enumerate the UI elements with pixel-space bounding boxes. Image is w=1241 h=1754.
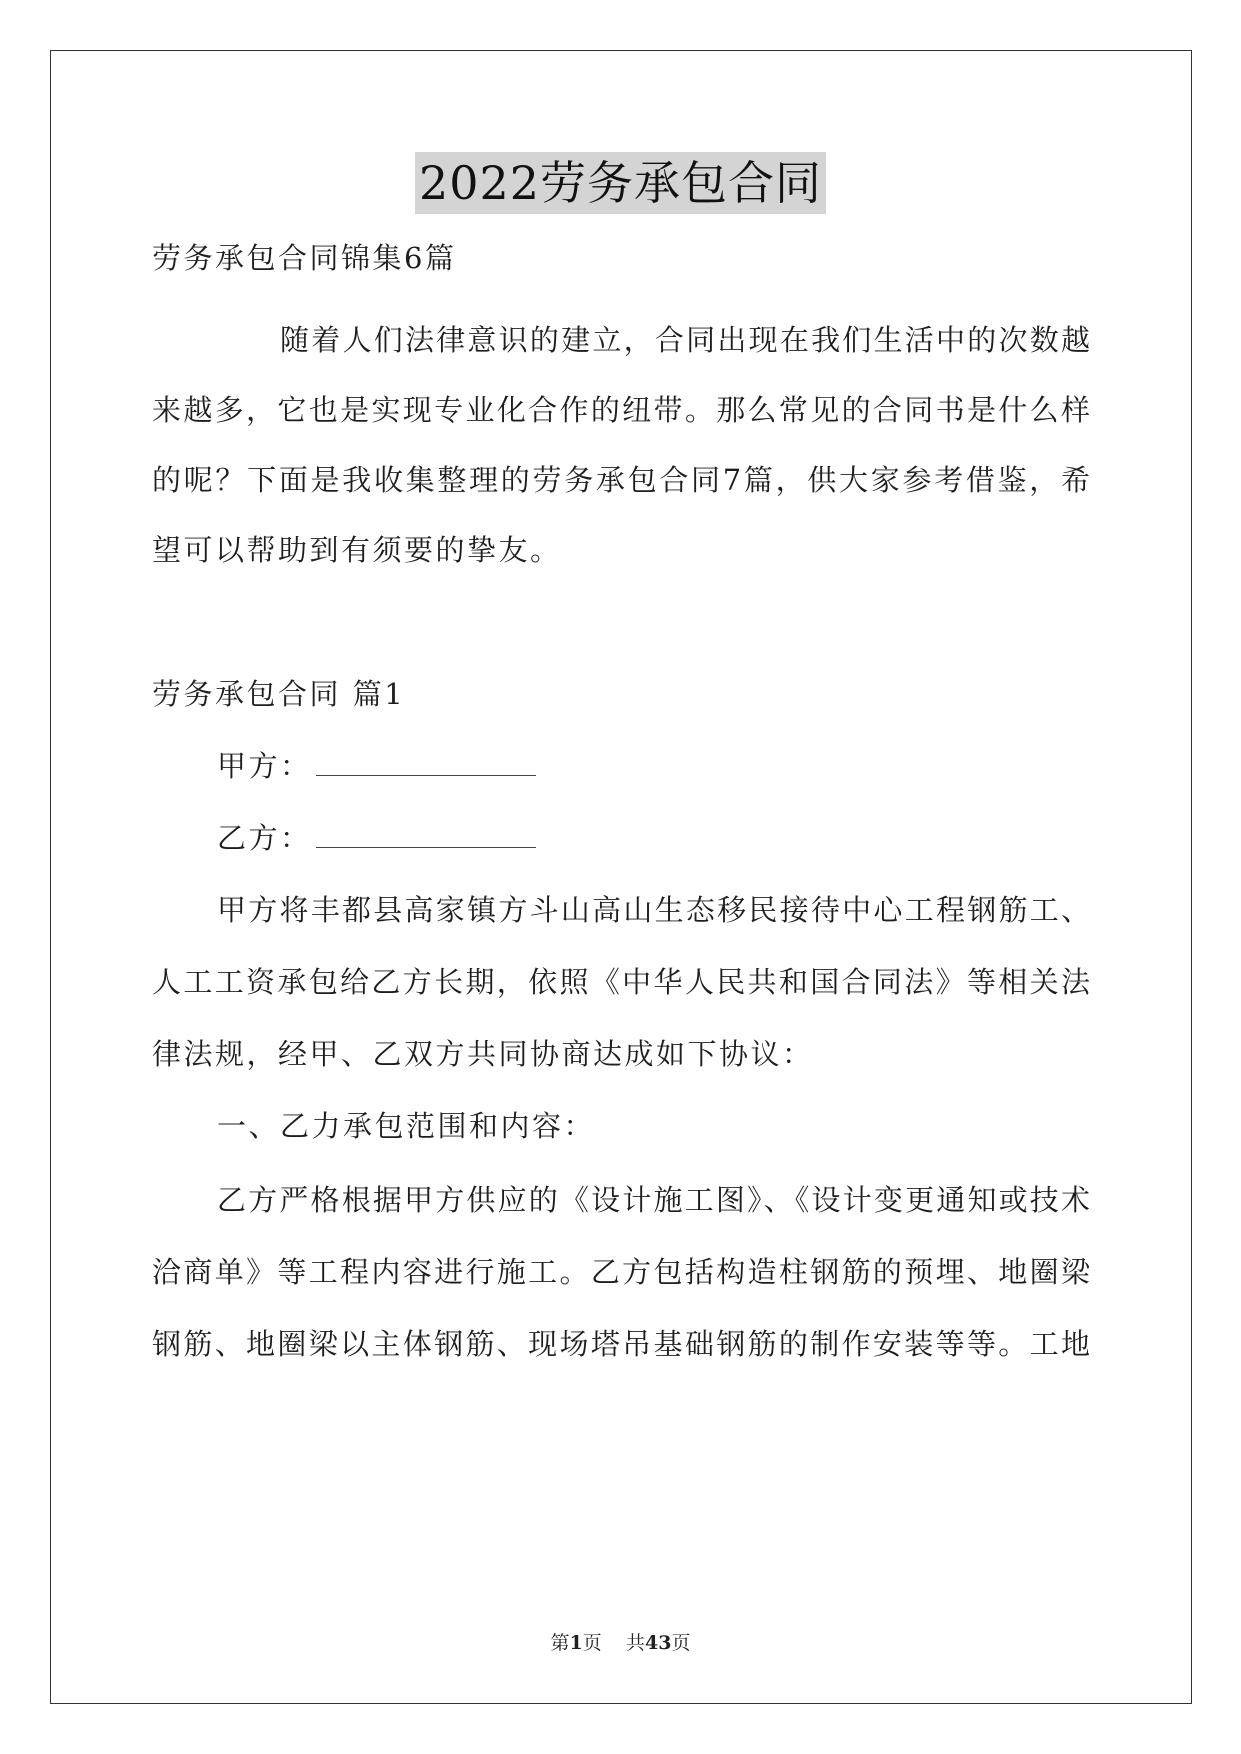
- intro-line-1: 随着人们法律意识的建立，合同出现在我们生活中的次数越: [280, 323, 1090, 357]
- party-b-row: [217, 818, 536, 858]
- party-a-label: 甲方：: [217, 749, 312, 783]
- section-heading: 劳务承包合同 篇1: [152, 677, 406, 711]
- para2-line-3: 钢筋、地圈梁以主体钢筋、现场塔吊基础钢筋的制作安装等等。工地: [152, 1327, 1090, 1361]
- para1-line-1: 甲方将丰都县高家镇方斗山高山生态移民接待中心工程钢筋工、: [217, 893, 1090, 927]
- page-border: [50, 50, 1192, 1704]
- intro-line-2: 来越多，它也是实现专业化合作的纽带。那么常见的合同书是什么样: [152, 393, 1090, 427]
- page-footer: [0, 1630, 1241, 1656]
- document-subtitle: 劳务承包合同锦集6篇: [152, 241, 457, 275]
- intro-line-3: 的呢？下面是我收集整理的劳务承包合同7篇，供大家参考借鉴，希: [152, 463, 1090, 497]
- para1-line-2: 人工工资承包给乙方长期，依照《中华人民共和国合同法》等相关法: [152, 965, 1090, 999]
- footer-total-suffix: 页: [671, 1632, 691, 1654]
- intro-line-4: 望可以帮助到有须要的挚友。: [152, 533, 562, 567]
- footer-page-number: 1: [569, 1632, 583, 1654]
- footer-page-suffix: 页: [582, 1632, 602, 1654]
- clause1-heading: 一、乙力承包范围和内容：: [217, 1109, 596, 1143]
- party-b-blank: [316, 823, 536, 848]
- para1-line-3: 律法规，经甲、乙双方共同协商达成如下协议：: [152, 1037, 814, 1071]
- document-title: 2022劳务承包合同: [415, 152, 826, 214]
- para2-line-2: 洽商单》等工程内容进行施工。乙方包括构造柱钢筋的预埋、地圈梁: [152, 1255, 1090, 1289]
- footer-page-prefix: 第: [550, 1632, 570, 1654]
- para2-line-1: 乙方严格根据甲方供应的《设计施工图》、《设计变更通知或技术: [217, 1183, 1090, 1217]
- title-container: [0, 152, 1241, 214]
- party-a-row: [217, 746, 536, 786]
- footer-total-pages: 43: [644, 1632, 672, 1654]
- party-b-label: 乙方：: [217, 821, 312, 855]
- footer-total-prefix: 共: [625, 1632, 645, 1654]
- party-a-blank: [316, 751, 536, 776]
